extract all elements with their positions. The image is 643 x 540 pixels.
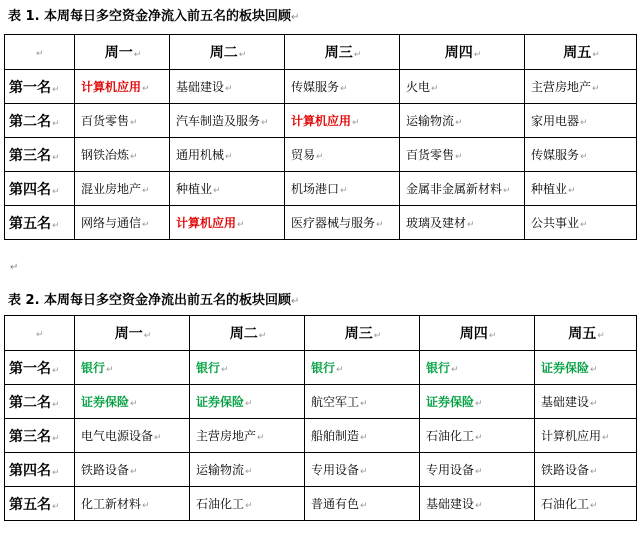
cell-text: 基础建设: [426, 497, 475, 511]
sector-cell: [75, 206, 170, 240]
cell-text: 第三名: [9, 428, 51, 445]
cell-text: 计算机应用: [291, 114, 352, 128]
cell-text: 周五: [568, 326, 597, 342]
sector-cell: [170, 172, 285, 206]
return-mark: ↵: [336, 365, 344, 375]
day-header: [75, 316, 190, 351]
cell-text: 主营房地产: [531, 80, 592, 94]
cell-text: 第一名: [9, 79, 51, 96]
header-row: [5, 316, 637, 351]
cell-text: 汽车制造及服务: [176, 114, 261, 128]
return-mark: ↵: [590, 467, 598, 477]
cell-text: 百货零售: [81, 114, 130, 128]
return-mark: ↵: [590, 365, 598, 375]
sector-cell: [75, 419, 190, 453]
rank-label: [5, 453, 75, 487]
cell-text: 第一名: [9, 360, 51, 377]
day-header: [190, 316, 305, 351]
table1-caption: 表 1. 本周每日多空资金净流入前五名的板块回顾↵: [8, 9, 300, 24]
return-mark: ↵: [503, 186, 511, 196]
cell-text: 银行: [81, 361, 106, 375]
return-mark: ↵: [455, 152, 463, 162]
cell-text: 第三名: [9, 147, 51, 164]
table-row: [5, 487, 637, 521]
return-mark: ↵: [353, 50, 362, 60]
cell-text: 周四: [459, 326, 488, 342]
sector-cell: [190, 487, 305, 521]
table-row: [5, 172, 637, 206]
cell-text: 普通有色: [311, 497, 360, 511]
cell-text: 第五名: [9, 215, 51, 232]
inflow-table-body: [5, 70, 637, 240]
sector-cell: [305, 351, 420, 385]
cell-text: 电气电源设备: [81, 429, 154, 443]
sector-cell: [420, 351, 535, 385]
cell-text: 网络与通信: [81, 216, 142, 230]
cell-text: 种植业: [176, 182, 213, 196]
return-mark: ↵: [475, 501, 483, 511]
cell-text: 计算机应用: [81, 80, 142, 94]
return-mark: ↵: [373, 331, 382, 341]
corner-cell: [5, 316, 75, 351]
cell-text: 化工新材料: [81, 497, 142, 511]
return-mark: ↵: [597, 331, 605, 341]
sector-cell: [170, 206, 285, 240]
return-mark: ↵: [340, 186, 348, 196]
return-mark: ↵: [257, 433, 265, 443]
table-row: [5, 351, 637, 385]
sector-cell: [75, 453, 190, 487]
sector-cell: [75, 70, 170, 104]
return-mark: ↵: [316, 152, 324, 162]
return-mark: ↵: [376, 220, 384, 230]
return-mark: ↵: [258, 331, 267, 341]
cell-text: 周二: [209, 45, 238, 61]
cell-text: 金属非金属新材料: [406, 182, 503, 196]
cell-text: 第二名: [9, 394, 51, 411]
rank-label: [5, 351, 75, 385]
return-mark: ↵: [130, 399, 138, 409]
sector-cell: [535, 385, 637, 419]
cell-text: 第四名: [9, 462, 51, 479]
return-mark: ↵: [590, 399, 598, 409]
sector-cell: [535, 453, 637, 487]
cell-text: 石油化工: [426, 429, 475, 443]
day-header: [285, 35, 400, 70]
table-row: [5, 206, 637, 240]
day-header: [305, 316, 420, 351]
return-mark: ↵: [592, 84, 600, 94]
rank-label: [5, 206, 75, 240]
day-header: [525, 35, 637, 70]
sector-cell: [525, 206, 637, 240]
cell-text: 公共事业: [531, 216, 580, 230]
table-row: [5, 453, 637, 487]
cell-text: 周四: [444, 45, 473, 61]
sector-cell: [305, 487, 420, 521]
sector-cell: [535, 351, 637, 385]
return-mark: ↵: [130, 152, 138, 162]
sector-cell: [525, 138, 637, 172]
return-mark: ↵: [133, 50, 142, 60]
return-mark: ↵: [52, 84, 60, 95]
sector-cell: [75, 172, 170, 206]
sector-cell: [420, 385, 535, 419]
sector-cell: [305, 419, 420, 453]
cell-text: 主营房地产: [196, 429, 257, 443]
return-mark: ↵: [592, 50, 600, 60]
rank-label: [5, 138, 75, 172]
cell-text: 混业房地产: [81, 182, 142, 196]
table2-caption: 表 2. 本周每日多空资金净流出前五名的板块回顾↵: [8, 293, 300, 308]
return-mark: ↵: [130, 467, 138, 477]
return-mark: ↵: [590, 501, 598, 511]
table-row: [5, 104, 637, 138]
cell-text: 计算机应用: [541, 429, 602, 443]
return-mark: ↵: [473, 50, 482, 60]
sector-cell: [305, 453, 420, 487]
rank-label: [5, 487, 75, 521]
sector-cell: [285, 70, 400, 104]
return-mark: ↵: [431, 84, 439, 94]
sector-cell: [420, 487, 535, 521]
sector-cell: [190, 453, 305, 487]
cell-text: 证券保险: [81, 395, 130, 409]
cell-text: 周一: [114, 326, 143, 342]
return-mark: ↵: [142, 186, 150, 196]
return-mark: ↵: [213, 186, 221, 196]
return-mark: ↵: [52, 118, 60, 129]
day-header: [170, 35, 285, 70]
cell-text: 专用设备: [426, 463, 475, 477]
return-mark: ↵: [451, 365, 459, 375]
return-mark: ↵: [580, 152, 588, 162]
cell-text: 证券保险: [196, 395, 245, 409]
sector-cell: [170, 138, 285, 172]
return-mark: ↵: [130, 118, 138, 128]
sector-cell: [285, 138, 400, 172]
cell-text: 铁路设备: [541, 463, 590, 477]
return-mark: ↵: [52, 433, 60, 444]
cell-text: 航空军工: [311, 395, 360, 409]
return-mark: ↵: [455, 118, 463, 128]
return-mark: ↵: [225, 84, 233, 94]
outflow-table-body: [5, 351, 637, 521]
cell-text: 银行: [196, 361, 221, 375]
return-mark: ↵: [106, 365, 114, 375]
inflow-table: [4, 34, 637, 240]
cell-text: 通用机械: [176, 148, 225, 162]
inflow-table-header: [5, 35, 637, 70]
cell-text: 传媒服务: [531, 148, 580, 162]
sector-cell: [525, 104, 637, 138]
cell-text: 基础建设: [176, 80, 225, 94]
sector-cell: [170, 104, 285, 138]
sector-cell: [75, 487, 190, 521]
cell-text: 周一: [104, 45, 133, 61]
sector-cell: [400, 206, 525, 240]
header-row: [5, 35, 637, 70]
return-mark: ↵: [36, 49, 44, 59]
return-mark: ↵: [52, 365, 60, 376]
return-mark: ↵: [245, 467, 253, 477]
rank-label: [5, 172, 75, 206]
return-mark: ↵: [602, 433, 610, 443]
sector-cell: [400, 104, 525, 138]
return-mark: ↵: [52, 501, 60, 512]
return-mark: ↵: [245, 501, 253, 511]
return-mark: ↵: [568, 186, 576, 196]
cell-text: 石油化工: [196, 497, 245, 511]
sector-cell: [75, 351, 190, 385]
cell-text: 机场港口: [291, 182, 340, 196]
return-mark: ↵: [225, 152, 233, 162]
return-mark: ↵: [143, 331, 152, 341]
rank-label: [5, 104, 75, 138]
sector-cell: [75, 385, 190, 419]
sector-cell: [190, 385, 305, 419]
day-header: [535, 316, 637, 351]
sector-cell: [75, 138, 170, 172]
cell-text: 钢铁冶炼: [81, 148, 130, 162]
return-mark: ↵: [352, 118, 360, 128]
cell-text: 火电: [406, 80, 431, 94]
rank-label: [5, 419, 75, 453]
sector-cell: [305, 385, 420, 419]
sector-cell: [535, 419, 637, 453]
sector-cell: [400, 70, 525, 104]
return-mark: ↵: [340, 84, 348, 94]
cell-text: 运输物流: [196, 463, 245, 477]
return-mark: ↵: [154, 433, 162, 443]
return-mark: ↵: [580, 118, 588, 128]
sector-cell: [285, 104, 400, 138]
cell-text: 传媒服务: [291, 80, 340, 94]
return-mark: ↵: [360, 433, 368, 443]
outflow-table-header: [5, 316, 637, 351]
cell-text: 铁路设备: [81, 463, 130, 477]
cell-text: 基础建设: [541, 395, 590, 409]
day-header: [75, 35, 170, 70]
return-mark: ↵: [142, 220, 150, 230]
return-mark: ↵: [238, 50, 247, 60]
day-header: [400, 35, 525, 70]
return-mark: ↵: [488, 331, 497, 341]
cell-text: 周三: [324, 45, 353, 61]
return-mark: ↵: [360, 399, 368, 409]
rank-label: [5, 70, 75, 104]
return-mark: ↵: [52, 220, 60, 231]
corner-cell: [5, 35, 75, 70]
sector-cell: [75, 104, 170, 138]
return-mark: ↵: [52, 186, 60, 197]
table-row: [5, 419, 637, 453]
cell-text: 第四名: [9, 181, 51, 198]
cell-text: 医疗器械与服务: [291, 216, 376, 230]
sector-cell: [420, 453, 535, 487]
return-mark: ↵: [580, 220, 588, 230]
table-row: [5, 385, 637, 419]
sector-cell: [190, 419, 305, 453]
table-row: [5, 138, 637, 172]
return-mark: ↵: [221, 365, 229, 375]
sector-cell: [525, 70, 637, 104]
sector-cell: [535, 487, 637, 521]
outflow-table: [4, 315, 637, 521]
cell-text: 周三: [344, 326, 373, 342]
sector-cell: [285, 206, 400, 240]
cell-text: 证券保险: [541, 361, 590, 375]
return-mark: ↵: [142, 84, 150, 94]
rank-label: [5, 385, 75, 419]
return-mark: ↵: [36, 330, 44, 340]
cell-text: 周五: [563, 45, 592, 61]
return-mark: ↵: [237, 220, 245, 230]
return-mark: ↵: [360, 467, 368, 477]
cell-text: 玻璃及建材: [406, 216, 467, 230]
cell-text: 计算机应用: [176, 216, 237, 230]
cell-text: 种植业: [531, 182, 568, 196]
day-header: [420, 316, 535, 351]
return-mark: ↵: [245, 399, 253, 409]
return-mark: ↵: [261, 118, 269, 128]
cell-text: 专用设备: [311, 463, 360, 477]
return-mark: ↵: [52, 467, 60, 478]
sector-cell: [420, 419, 535, 453]
table-row: [5, 70, 637, 104]
sector-cell: [170, 70, 285, 104]
cell-text: 运输物流: [406, 114, 455, 128]
sector-cell: [400, 172, 525, 206]
cell-text: 银行: [311, 361, 336, 375]
cell-text: 船舶制造: [311, 429, 360, 443]
sector-cell: [190, 351, 305, 385]
sector-cell: [400, 138, 525, 172]
cell-text: 百货零售: [406, 148, 455, 162]
paragraph-mark: ↵: [10, 262, 19, 273]
return-mark: ↵: [475, 433, 483, 443]
return-mark: ↵: [360, 501, 368, 511]
cell-text: 银行: [426, 361, 451, 375]
sector-cell: [525, 172, 637, 206]
cell-text: 第二名: [9, 113, 51, 130]
return-mark: ↵: [52, 152, 60, 163]
cell-text: 家用电器: [531, 114, 580, 128]
cell-text: 证券保险: [426, 395, 475, 409]
cell-text: 石油化工: [541, 497, 590, 511]
cell-text: 贸易: [291, 148, 316, 162]
return-mark: ↵: [142, 501, 150, 511]
return-mark: ↵: [52, 399, 60, 410]
cell-text: 周二: [229, 326, 258, 342]
sector-cell: [285, 172, 400, 206]
return-mark: ↵: [475, 399, 483, 409]
return-mark: ↵: [467, 220, 475, 230]
return-mark: ↵: [475, 467, 483, 477]
cell-text: 第五名: [9, 496, 51, 513]
